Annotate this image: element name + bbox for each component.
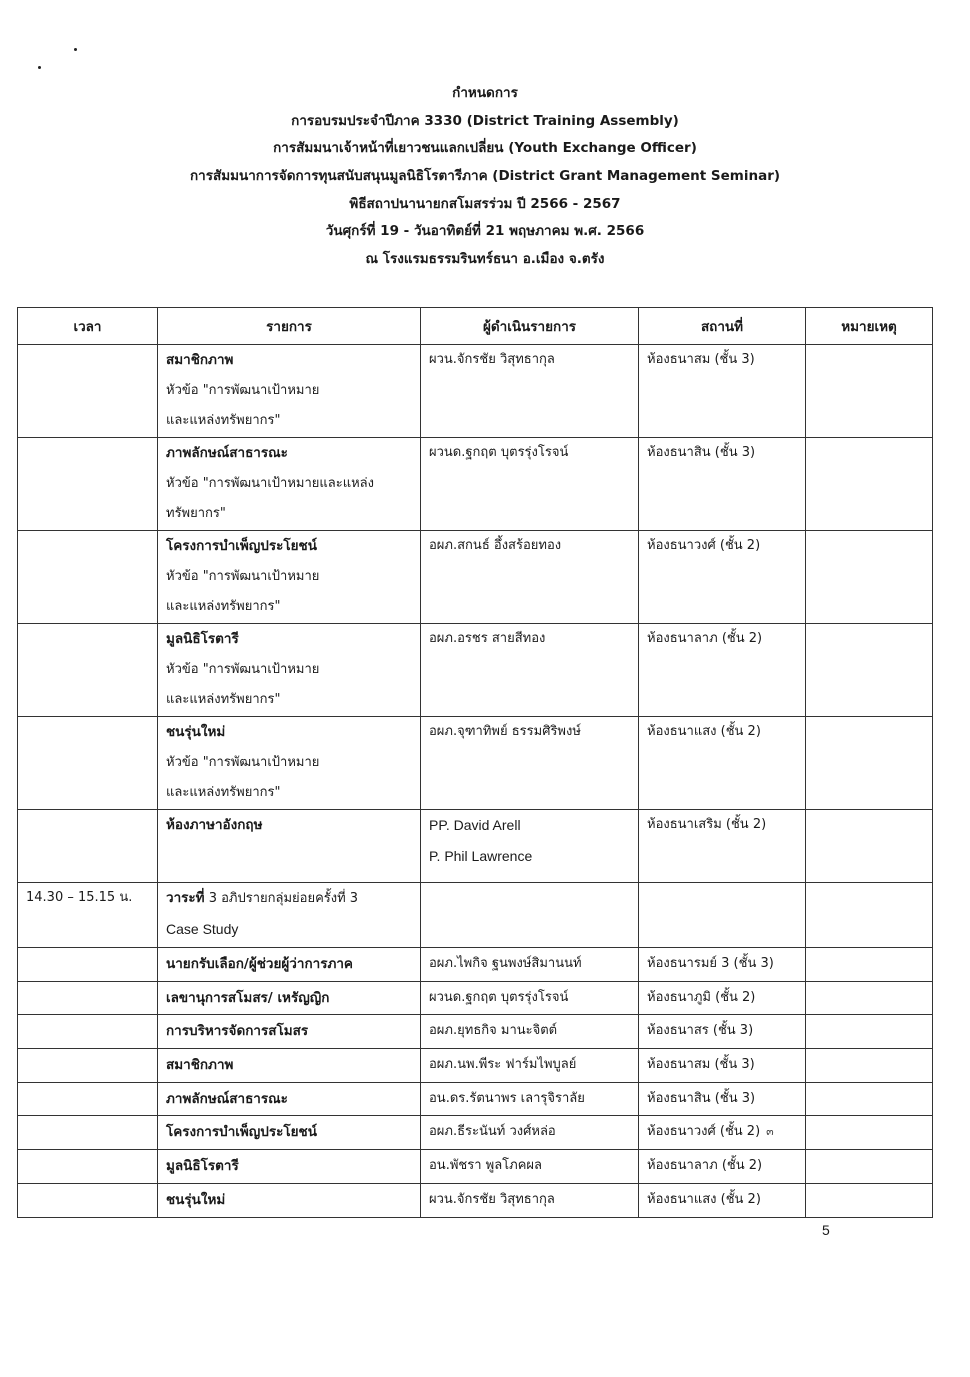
- place-cell: ห้องธนาแสง (ชั้น 2): [639, 717, 806, 810]
- place-cell: ห้องธนาสร (ชั้น 3): [639, 1015, 806, 1049]
- note-cell: [806, 345, 933, 438]
- note-cell: [806, 810, 933, 883]
- item-topic: หัวข้อ "การพัฒนาเป้าหมาย: [166, 754, 320, 770]
- table-row: [18, 1082, 933, 1116]
- item-cell: [158, 810, 421, 883]
- table-row: [18, 1049, 933, 1083]
- table-row: [18, 1183, 933, 1217]
- place-cell: ห้องธนาสม (ชั้น 3): [639, 345, 806, 438]
- host-cell: อผภ.จุฑาทิพย์ ธรรมศิริพงษ์: [421, 717, 639, 810]
- host-cell: อน.พัชรา พูลโภคผล: [421, 1150, 639, 1184]
- time-cell: [18, 948, 158, 982]
- place-cell: ห้องธนาสม (ชั้น 3): [639, 1049, 806, 1083]
- host-name: PP. David Arell: [429, 817, 521, 833]
- host-cell: [421, 810, 639, 883]
- note-cell: [806, 1082, 933, 1116]
- place-cell: [639, 1116, 806, 1150]
- note-cell: [806, 1116, 933, 1150]
- place-text: ห้องธนาวงศ์ (ชั้น 2): [647, 1124, 761, 1140]
- item-topic: หัวข้อ "การพัฒนาเป้าหมายและแหล่ง: [166, 475, 374, 491]
- note-cell: [806, 1150, 933, 1184]
- item-cell: การบริหารจัดการสโมสร: [158, 1015, 421, 1049]
- item-title: มูลนิธิโรตารี: [166, 631, 239, 647]
- host-cell: ผวนด.ฐกฤต บุตรรุ่งโรจน์: [421, 981, 639, 1015]
- item-topic: หัวข้อ "การพัฒนาเป้าหมาย: [166, 382, 320, 398]
- table-row: [18, 531, 933, 624]
- header-line-date: วันศุกร์ที่ 19 - วันอาทิตย์ที่ 21 พฤษภาคม พ.ศ. 2566: [325, 223, 645, 240]
- header-line-event-2: การสัมมนาเจ้าหน้าที่เยาวชนแลกเปลี่ยน (Youth Exchange Officer): [273, 140, 697, 157]
- table-header-row: [18, 308, 933, 345]
- item-title: ภาพลักษณ์สาธารณะ: [166, 445, 288, 461]
- column-header-place: สถานที่: [639, 308, 806, 345]
- header-title: กำหนดการ: [452, 85, 518, 101]
- time-cell: [18, 1183, 158, 1217]
- column-header-time: เวลา: [18, 308, 158, 345]
- time-cell: [18, 1082, 158, 1116]
- place-cell: ห้องธนาสิน (ชั้น 3): [639, 438, 806, 531]
- place-cell: ห้องธนาเสริม (ชั้น 2): [639, 810, 806, 883]
- header-line-event-1: การอบรมประจำปีภาค 3330 (District Training Assembly): [291, 112, 679, 129]
- note-cell: [806, 1015, 933, 1049]
- place-cell: ห้องธนาลาภ (ชั้น 2): [639, 1150, 806, 1184]
- agenda-subtitle: Case Study: [166, 920, 239, 937]
- item-topic: หัวข้อ "การพัฒนาเป้าหมาย: [166, 568, 320, 584]
- place-cell: ห้องธนาแสง (ชั้น 2): [639, 1183, 806, 1217]
- item-title: โครงการบำเพ็ญประโยชน์: [166, 538, 317, 554]
- item-cell: นายกรับเลือก/ผู้ช่วยผู้ว่าการภาค: [158, 948, 421, 982]
- header-line-event-3: การสัมมนาการจัดการทุนสนับสนุนมูลนิธิโรตารีภาค (District Grant Management Seminar): [189, 168, 781, 185]
- item-cell: มูลนิธิโรตารี: [158, 1150, 421, 1184]
- agenda-label: วาระที่: [166, 890, 205, 906]
- table-row: [18, 810, 933, 883]
- note-cell: [806, 883, 933, 948]
- item-title: ชนรุ่นใหม่: [166, 724, 226, 740]
- note-cell: [806, 717, 933, 810]
- note-cell: [806, 1049, 933, 1083]
- table-row: [18, 624, 933, 717]
- host-cell: ผวนด.ฐกฤต บุตรรุ่งโรจน์: [421, 438, 639, 531]
- table-row: [18, 1015, 933, 1049]
- host-cell: ผวน.จักรชัย วิสุทธากุล: [421, 345, 639, 438]
- table-row: [18, 883, 933, 948]
- item-cell: โครงการบำเพ็ญประโยชน์: [158, 1116, 421, 1150]
- item-cell: [158, 438, 421, 531]
- item-title: สมาชิกภาพ: [166, 352, 234, 368]
- table-row: [18, 981, 933, 1015]
- note-cell: [806, 981, 933, 1015]
- item-cell: [158, 717, 421, 810]
- header-line-ceremony: พิธีสถาปนานายกสโมสรร่วม ปี 2566 - 2567: [349, 195, 621, 212]
- host-cell: ผวน.จักรชัย วิสุทธากุล: [421, 1183, 639, 1217]
- schedule-table: [17, 307, 933, 1218]
- time-cell: 14.30 – 15.15 น.: [18, 883, 158, 948]
- table-row: [18, 345, 933, 438]
- item-topic: ทรัพยากร": [166, 506, 226, 521]
- place-cell: [639, 883, 806, 948]
- place-cell: ห้องธนาลาภ (ชั้น 2): [639, 624, 806, 717]
- time-cell: [18, 531, 158, 624]
- host-cell: [421, 883, 639, 948]
- place-cell: ห้องธนาสิน (ชั้น 3): [639, 1082, 806, 1116]
- note-cell: [806, 438, 933, 531]
- place-cell: ห้องธนารมย์ 3 (ชั้น 3): [639, 948, 806, 982]
- host-cell: อผภ.สกนธ์ อึ้งสร้อยทอง: [421, 531, 639, 624]
- host-cell: อผภ.ธีระนันท์ วงศ์หล่อ: [421, 1116, 639, 1150]
- agenda-title: [166, 883, 412, 914]
- item-cell: [158, 345, 421, 438]
- item-topic: หัวข้อ "การพัฒนาเป้าหมาย: [166, 661, 320, 677]
- agenda-text: 3 อภิปรายกลุ่มย่อยครั้งที่ 3: [208, 891, 359, 906]
- column-header-item: รายการ: [158, 308, 421, 345]
- header-line-venue: ณ โรงแรมธรรมรินทร์ธนา อ.เมือง จ.ตรัง: [365, 251, 605, 268]
- handwritten-mark: ๓: [766, 1125, 774, 1139]
- table-row: [18, 1116, 933, 1150]
- time-cell: [18, 1116, 158, 1150]
- place-cell: ห้องธนาวงศ์ (ชั้น 2): [639, 531, 806, 624]
- host-name: P. Phil Lawrence: [429, 847, 533, 864]
- host-cell: อน.ดร.รัตนาพร เลารุจิราลัย: [421, 1082, 639, 1116]
- note-cell: [806, 1183, 933, 1217]
- page-number: 5: [822, 1222, 830, 1238]
- note-cell: [806, 948, 933, 982]
- item-topic: และแหล่งทรัพยากร": [166, 599, 281, 614]
- host-cell: อผภ.อรชร สายสีทอง: [421, 624, 639, 717]
- item-topic: และแหล่งทรัพยากร": [166, 692, 281, 707]
- scan-speck: [38, 66, 41, 69]
- item-cell: [158, 883, 421, 948]
- host-cell: อผภ.ยุทธกิจ มานะจิตต์: [421, 1015, 639, 1049]
- scan-speck: [74, 48, 77, 51]
- note-cell: [806, 531, 933, 624]
- time-cell: [18, 1150, 158, 1184]
- document-header: [0, 80, 970, 274]
- table-row: [18, 438, 933, 531]
- time-cell: [18, 624, 158, 717]
- item-cell: [158, 624, 421, 717]
- item-topic: และแหล่งทรัพยากร": [166, 413, 281, 428]
- time-cell: [18, 438, 158, 531]
- item-title: ห้องภาษาอังกฤษ: [166, 817, 263, 833]
- time-cell: [18, 345, 158, 438]
- time-cell: [18, 1015, 158, 1049]
- table-row: [18, 717, 933, 810]
- item-cell: เลขานุการสโมสร/ เหรัญญิก: [158, 981, 421, 1015]
- host-cell: อผภ.นพ.พีระ ฟาร์มไพบูลย์: [421, 1049, 639, 1083]
- time-cell: [18, 717, 158, 810]
- item-cell: สมาชิกภาพ: [158, 1049, 421, 1083]
- place-cell: ห้องธนาภูมิ (ชั้น 2): [639, 981, 806, 1015]
- host-cell: อผภ.ไพกิจ ฐนพงษ์สิมานนท์: [421, 948, 639, 982]
- column-header-note: หมายเหตุ: [806, 308, 933, 345]
- time-cell: [18, 981, 158, 1015]
- time-cell: [18, 1049, 158, 1083]
- item-topic: และแหล่งทรัพยากร": [166, 785, 281, 800]
- table-row: [18, 1150, 933, 1184]
- column-header-host: ผู้ดำเนินรายการ: [421, 308, 639, 345]
- note-cell: [806, 624, 933, 717]
- table-row: [18, 948, 933, 982]
- time-cell: [18, 810, 158, 883]
- item-cell: ชนรุ่นใหม่: [158, 1183, 421, 1217]
- item-cell: [158, 531, 421, 624]
- item-cell: ภาพลักษณ์สาธารณะ: [158, 1082, 421, 1116]
